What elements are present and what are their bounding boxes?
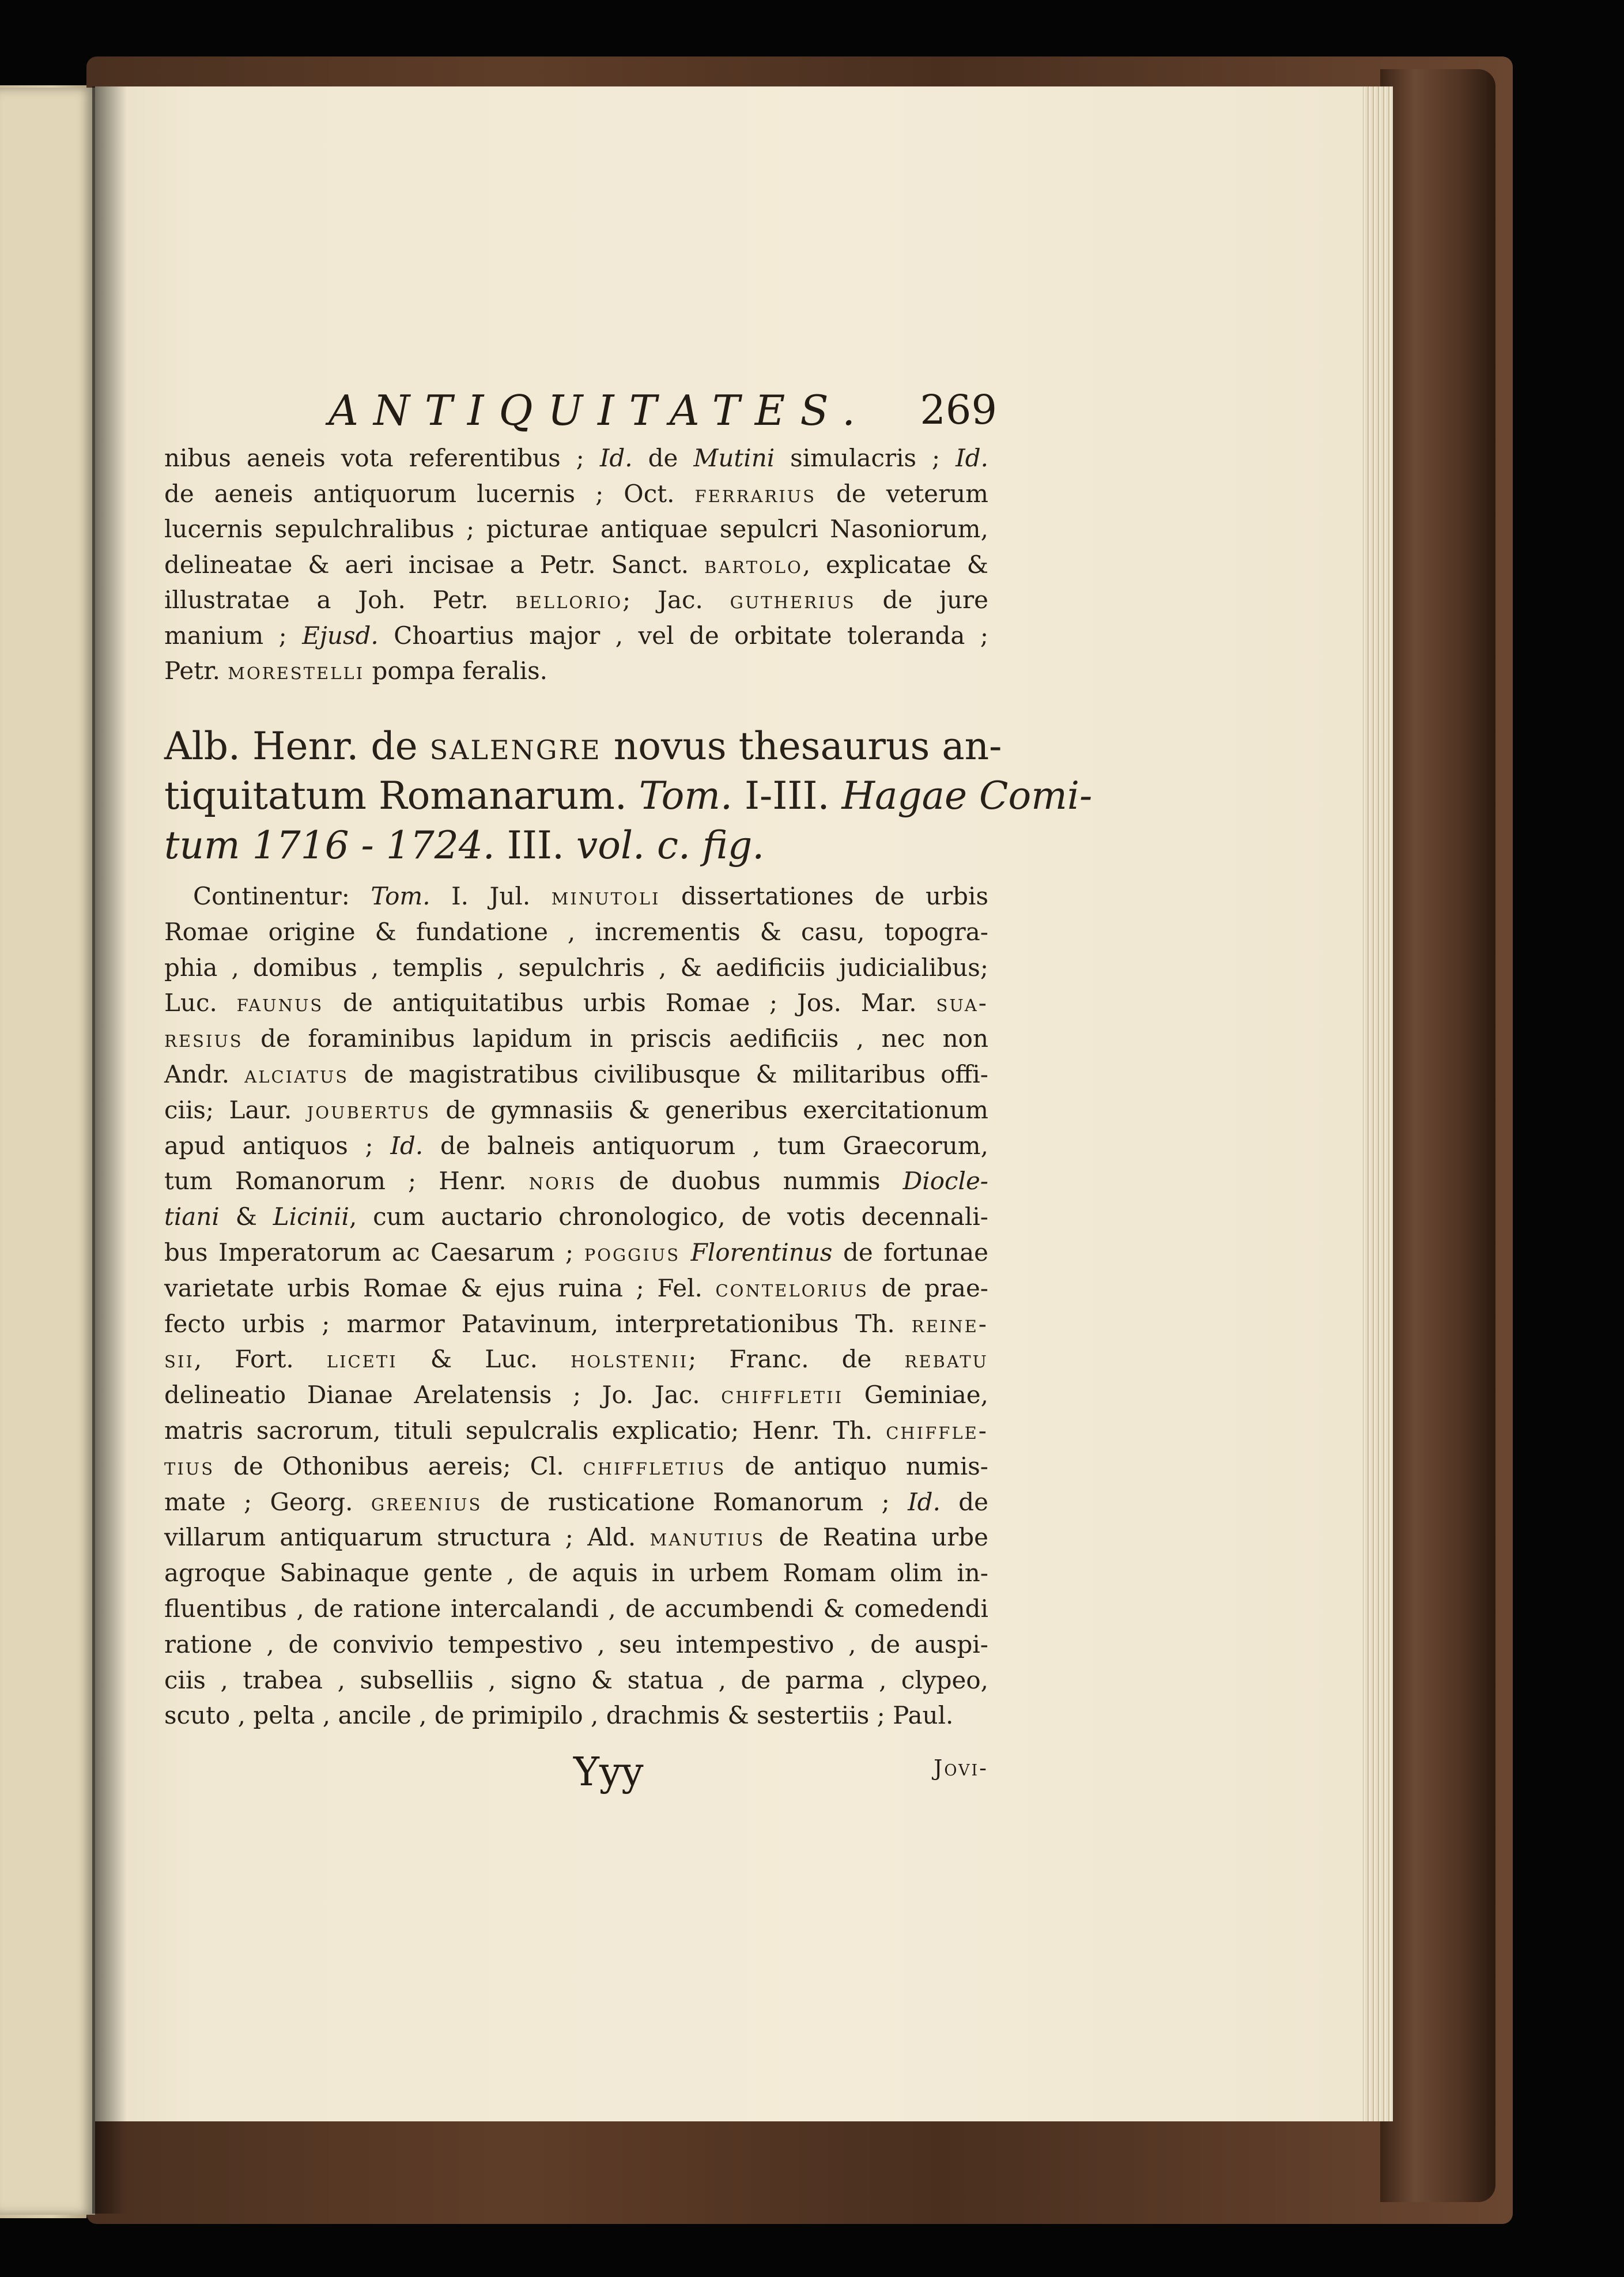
body_lines-line [164, 1202, 988, 1231]
body_lines-text: , cum auctario chronologico, de votis decennali- [349, 1202, 988, 1231]
body_lines-text: scuto , pelta , ancile , de primipilo , drachmis & sestertiis ; Paul. [164, 1701, 954, 1730]
body_lines-text: tiani [164, 1202, 220, 1231]
body_lines-text: fecto urbis ; marmor Patavinum, interpretationibus Th. [164, 1309, 912, 1338]
body_lines-text: Tom. [371, 882, 430, 910]
body_lines-line [164, 1416, 988, 1445]
body_lines-line [164, 1345, 988, 1373]
body_lines-line [164, 1381, 988, 1409]
entry_heading-text: novus thesaurus an- [601, 724, 1002, 768]
gutter-shadow [92, 86, 127, 2214]
entry_heading-text: Tom. [639, 774, 732, 818]
intro_lines-text: bellorio [515, 586, 623, 614]
body_lines-line [164, 1024, 988, 1053]
body_lines-text: de prae- [868, 1273, 988, 1302]
body_lines-text: manutius [649, 1523, 765, 1552]
body_lines-text: phia , domibus , templis , sepulchris , & aedificiis judicialibus; [164, 953, 988, 982]
body_lines-line [164, 1310, 988, 1338]
intro_lines-text: ; Jac. [622, 586, 730, 614]
intro_lines-text: Choartius major , vel de orbitate toleranda ; [378, 621, 988, 650]
intro_lines-line [164, 551, 988, 579]
body_lines-text: de [940, 1487, 989, 1516]
intro_lines-line [164, 621, 988, 650]
intro_lines-text: manium ; [164, 621, 303, 650]
intro_lines-line [164, 657, 988, 685]
catchword: Jovi- [934, 1755, 988, 1781]
body_lines-text: liceti [326, 1345, 398, 1374]
entry_heading-text: III. [494, 823, 576, 868]
book-spine-edge [1380, 69, 1495, 2202]
body_lines-text: Florentinus [690, 1238, 833, 1266]
body_lines-text: apud antiquos ; [164, 1131, 391, 1160]
body_lines-text: I. Jul. [430, 882, 552, 910]
body_lines-text: greenius [371, 1487, 482, 1516]
intro_lines-text: bartolo [704, 550, 803, 579]
body_lines-text: noris [528, 1167, 597, 1196]
intro_lines-text: Id. [955, 444, 988, 472]
body_lines-text: Diocle- [902, 1167, 988, 1196]
body_lines-text: sua- [936, 989, 989, 1017]
intro_lines-text: , explicatae & [802, 550, 988, 579]
intro_lines-text: de jure [855, 586, 988, 614]
intro_lines-text: ferrarius [694, 479, 816, 508]
body_lines-text: ciis , trabea , subselliis , signo & statua , de parma , clypeo, [164, 1665, 988, 1694]
body_lines-text: Luc. [164, 989, 237, 1017]
body_lines-text: ratione , de convivio tempestivo , seu intempestivo , de auspi- [164, 1630, 988, 1658]
body_lines-line [164, 1666, 988, 1694]
entry_heading-text: Hagae Comi- [841, 774, 1093, 818]
body_lines-text: chiffletii [721, 1381, 844, 1409]
body_lines-text: de magistratibus civilibusque & militaribus offi- [349, 1060, 988, 1088]
intro_lines-text: morestelli [228, 657, 365, 685]
entry_heading-text: salengre [429, 724, 602, 768]
running-head [328, 386, 997, 450]
body_lines-text: alciatus [244, 1060, 349, 1088]
body_lines-text: fluentibus , de ratione intercalandi , de accumbendi & comedendi [164, 1594, 988, 1623]
body_lines-line [164, 1701, 988, 1729]
intro_lines-line [164, 515, 988, 543]
body_lines-text: sii [164, 1345, 194, 1374]
body_lines-text: chiffletius [583, 1452, 726, 1480]
body_lines-line [164, 1523, 988, 1551]
body_lines-text: holstenii [571, 1345, 689, 1374]
page-number: 269 [920, 386, 997, 433]
body_lines-line [164, 918, 988, 946]
intro_lines-text: Ejusd. [302, 621, 379, 650]
body_lines-text: Romae origine & fundatione , incrementis & casu, topogra- [164, 917, 988, 946]
body_lines-text: poggius [584, 1238, 681, 1266]
body_lines-text: faunus [236, 989, 324, 1017]
intro_lines-text: simulacris ; [775, 444, 956, 472]
intro_lines-text: gutherius [730, 586, 856, 614]
intro_lines-line [164, 586, 988, 614]
body_lines-line [164, 882, 988, 910]
running-title: ANTIQUITATES. [328, 386, 870, 435]
body_lines-line [164, 1096, 988, 1124]
facing-page [0, 88, 95, 2215]
body_lines-text: varietate urbis Romae & ejus ruina ; Fel. [164, 1273, 716, 1302]
intro_lines-text: nibus aeneis vota referentibus ; [164, 444, 600, 472]
body_lines-text: Licinii [273, 1202, 349, 1231]
intro_lines-text: Petr. [164, 657, 228, 685]
entry_heading-text: vol. c. fig. [576, 823, 765, 868]
body_lines-text: joubertus [307, 1095, 430, 1124]
body_lines-text: de fortunae [832, 1238, 988, 1266]
body_lines-line [164, 1559, 988, 1587]
body_lines-text: , Fort. [194, 1345, 327, 1374]
body_lines-text: rebatu [904, 1345, 988, 1374]
page-footer [164, 1750, 988, 1801]
body_lines-text: Id. [908, 1487, 941, 1516]
intro_lines-text: Mutini [693, 444, 775, 472]
body_lines-text: Id. [390, 1131, 424, 1160]
body_lines-text: de Reatina urbe [765, 1523, 988, 1552]
body_lines-text: agroque Sabinaque gente , de aquis in urbem Romam olim in- [164, 1559, 988, 1588]
body_lines-text: tum Romanorum ; Henr. [164, 1167, 529, 1196]
body_lines-line [164, 1594, 988, 1623]
entry_heading-text: I-III. [732, 774, 842, 818]
entry_heading-line [164, 773, 1093, 819]
body_lines-line [164, 1238, 988, 1266]
body_lines-text: minutoli [551, 882, 660, 910]
entry_heading-text: Alb. Henr. de [164, 724, 430, 768]
body_lines-text: chiffle- [886, 1416, 988, 1445]
body_lines-line [164, 1274, 988, 1302]
body_lines-text: dissertationes de urbis [660, 882, 989, 910]
body_lines-text: de duobus nummis [596, 1167, 903, 1196]
body_lines-text: villarum antiquarum structura ; Ald. [164, 1523, 650, 1552]
body_lines-text: de rusticatione Romanorum ; [482, 1487, 908, 1516]
body_lines-line [164, 989, 988, 1017]
body_lines-text: de foraminibus lapidum in priscis aedificiis , nec non [243, 1024, 988, 1053]
entry_heading-text: tum 1716 - 1724. [164, 823, 495, 868]
body_lines-line [164, 1452, 988, 1480]
intro_lines-text: de veterum [815, 479, 988, 508]
body_lines-text: contelorius [715, 1273, 868, 1302]
signature-mark: Yyy [573, 1750, 644, 1795]
intro_lines-text: Id. [599, 444, 633, 472]
intro_lines-text: illustratae a Joh. Petr. [164, 586, 516, 614]
body_lines-text: de antiquitatibus urbis Romae ; Jos. Mar. [323, 989, 936, 1017]
body_lines-text: ; Franc. de [688, 1345, 905, 1374]
body_lines-text: reine- [911, 1309, 988, 1338]
body_lines-text: resius [164, 1024, 243, 1053]
intro_lines-text: lucernis sepulchralibus ; picturae antiquae sepulcri Nasoniorum, [164, 515, 988, 543]
body_lines-text: Andr. [164, 1060, 245, 1088]
body_lines-text: delineatio Dianae Arelatensis ; Jo. Jac. [164, 1381, 722, 1409]
body_lines-line [164, 1132, 988, 1160]
body_lines-text: de gymnasiis & generibus exercitationum [430, 1095, 988, 1124]
body_lines-line [164, 1630, 988, 1658]
body_lines-text: matris sacrorum, tituli sepulcralis explicatio; Henr. Th. [164, 1416, 886, 1445]
body_lines-text: de antiquo numis- [726, 1452, 988, 1480]
entry_heading-line [164, 723, 1002, 770]
intro_lines-line [164, 480, 988, 508]
body_lines-text: de balneis antiquorum , tum Graecorum, [423, 1131, 988, 1160]
entry_heading-line [164, 823, 988, 869]
body_lines-text: Geminiae, [843, 1381, 988, 1409]
body_lines-line [164, 1488, 988, 1516]
body_lines-text: bus Imperatorum ac Caesarum ; [164, 1238, 584, 1266]
entry_heading-text: tiquitatum Romanarum. [164, 774, 639, 818]
body_lines-line [164, 1060, 988, 1088]
body_lines-text: Continentur: [193, 882, 371, 910]
body_lines-text: & [219, 1202, 273, 1231]
body_lines-text: & Luc. [397, 1345, 571, 1374]
intro_lines-text: delineatae & aeri incisae a Petr. Sanct. [164, 550, 705, 579]
body_lines-text: tius [164, 1452, 215, 1480]
body_lines-line [164, 953, 988, 982]
body_lines-text: ciis; Laur. [164, 1095, 307, 1124]
intro_lines-text: de aeneis antiquorum lucernis ; Oct. [164, 479, 695, 508]
intro_lines-line [164, 444, 988, 472]
intro_lines-text: pompa feralis. [364, 657, 548, 685]
body_lines-line [164, 1167, 988, 1195]
body_lines-text: de Othonibus aereis; Cl. [214, 1452, 583, 1480]
body_lines-text [680, 1238, 691, 1266]
body_lines-text: mate ; Georg. [164, 1487, 371, 1516]
intro_lines-text: de [632, 444, 694, 472]
